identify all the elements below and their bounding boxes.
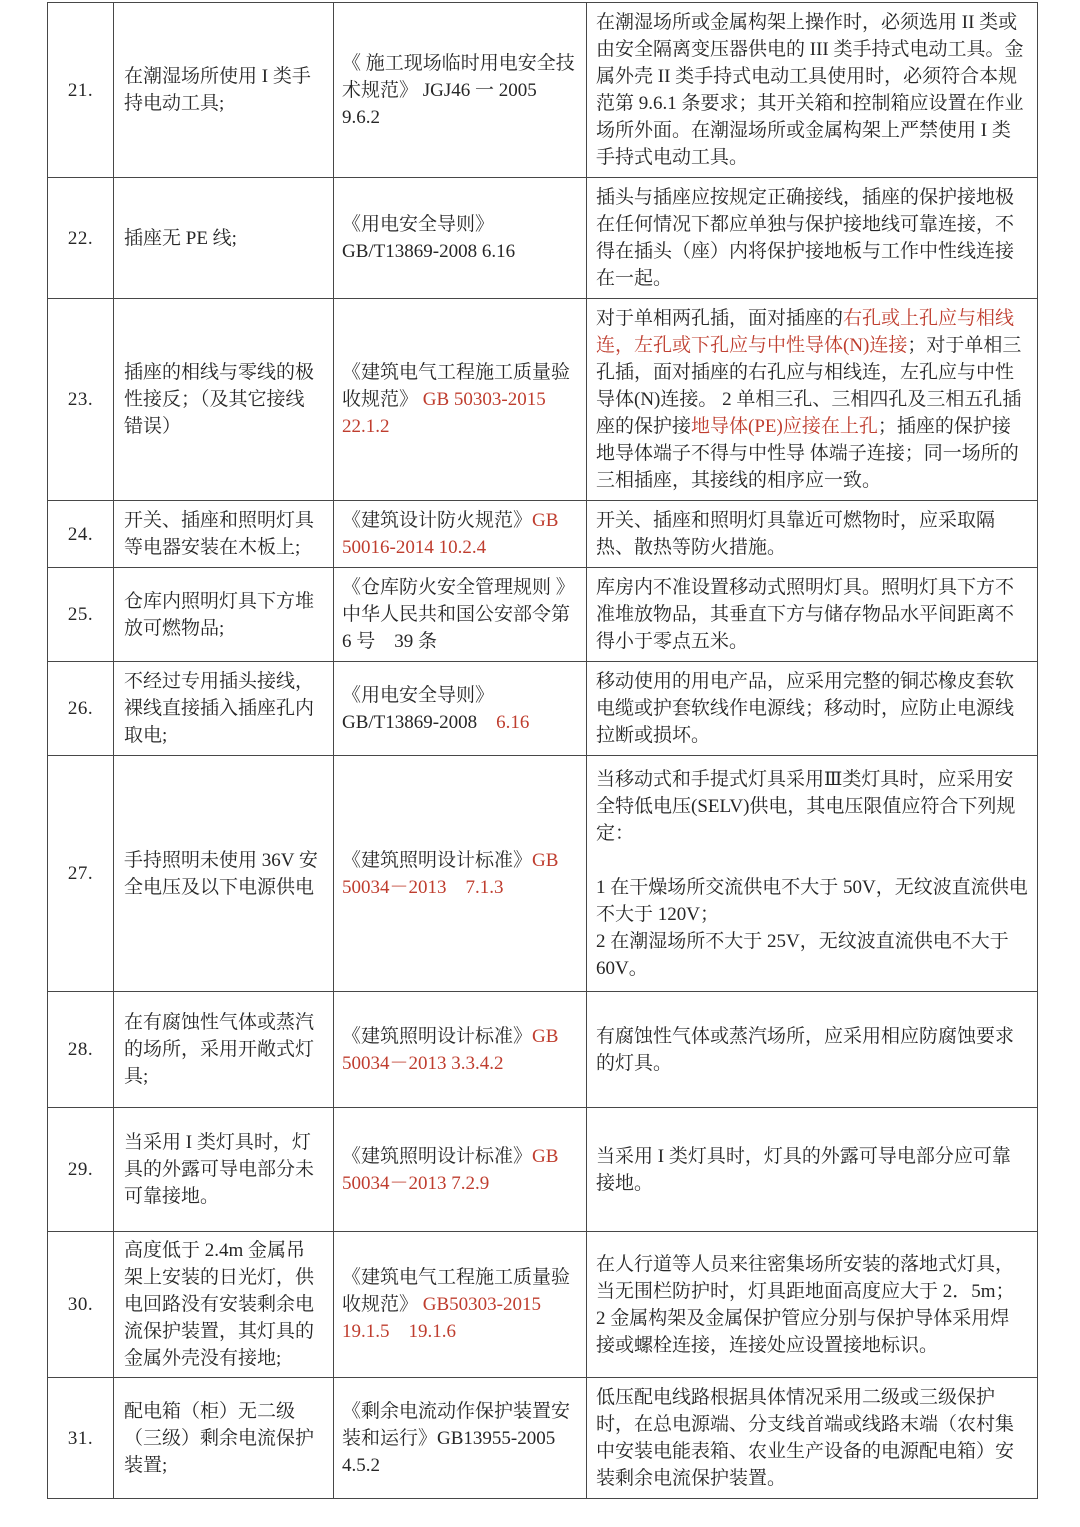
text-segment: 《 施工现场临时用电安全技术规范》 JGJ46 一 2005 9.6.2 (342, 52, 575, 128)
text-segment: 《用电安全导则》 GB/T13869-2008 (342, 684, 497, 733)
table-row (48, 501, 1038, 568)
text-segment: 不经过专用插头接线，裸线直接插入插座孔内取电; (124, 671, 315, 746)
text-segment: 《建筑照明设计标准》 (342, 1145, 533, 1167)
standard-reference-cell (334, 178, 587, 299)
standard-reference-cell (334, 992, 587, 1108)
explanation-paragraph (596, 668, 1028, 749)
text-segment: 配电箱（柜）无二级（三级）剩余电流保护装置; (124, 1400, 315, 1476)
text-segment: 当采用 I 类灯具时，灯具的外露可导电部分未可靠接地。 (124, 1132, 315, 1207)
table-row (48, 992, 1038, 1108)
standard-reference-text (342, 214, 515, 262)
standard-reference-cell (334, 1232, 587, 1378)
text-segment: 《用电安全导则》 GB/T13869-2008 6.16 (342, 214, 516, 262)
issue-text (124, 1240, 314, 1369)
text-segment: 2 在潮湿场所不大于 25V，无纹波直流供电不大于 60V。 (596, 930, 1009, 979)
text-segment: 当采用 I 类灯具时，灯具的外露可导电部分应可靠接地。 (596, 1145, 1011, 1194)
issue-text (124, 1401, 314, 1476)
highlighted-text: GB 50303-2015 22.1.2 (342, 389, 546, 437)
table-row (48, 1232, 1038, 1378)
table-row (48, 299, 1038, 501)
table-row (48, 568, 1038, 662)
highlighted-text: 右孔或上孔应与相线连，左孔或下孔应与中性导体(N)连接 (596, 308, 1015, 356)
text-segment: 对于单相两孔插，面对插座的 (596, 308, 844, 329)
table-row (48, 3, 1038, 178)
text-segment: 开关、插座和照明灯具靠近可燃物时，应采取隔热、散热等防火措施。 (596, 510, 996, 558)
standard-reference-text (342, 685, 529, 733)
row-number-cell (48, 568, 114, 662)
text-segment: 插座无 PE 线; (124, 227, 237, 249)
explanation-paragraph (596, 847, 1028, 874)
row-number: 22. (67, 227, 94, 249)
text-segment: 有腐蚀性气体或蒸汽场所，应采用相应防腐蚀要求的灯具。 (596, 1025, 1015, 1074)
row-number-cell (48, 1108, 114, 1232)
table-row (48, 1108, 1038, 1232)
text-segment: 在有腐蚀性气体或蒸汽的场所，采用开敞式灯具; (124, 1012, 315, 1087)
issue-cell (114, 992, 334, 1108)
highlighted-text: GB 50034－2013 3.3.4.2 (342, 1025, 559, 1074)
standard-reference-cell (334, 1108, 587, 1232)
issue-text (124, 510, 314, 558)
explanation-paragraph (596, 9, 1028, 171)
explanation-cell (587, 3, 1038, 178)
row-number: 30. (67, 1294, 94, 1315)
text-segment: 移动使用的用电产品，应采用完整的铜芯橡皮套软电缆或护套软线作电源线；移动时，应防止电源线拉断或损坏。 (596, 671, 1015, 746)
text-segment: 当移动式和手提式灯具采用Ⅲ类灯具时，应采用安全特低电压(SELV)供电，其电压限值应符合下列规定： (596, 768, 1016, 844)
row-number: 25. (67, 604, 94, 625)
explanation-paragraph (596, 1384, 1028, 1492)
standard-reference-cell (334, 299, 587, 501)
standard-reference-text (342, 510, 558, 558)
row-number-cell (48, 1232, 114, 1378)
issue-cell (114, 178, 334, 299)
explanation-cell (587, 1378, 1038, 1499)
standard-reference-cell (334, 568, 587, 662)
text-segment: 库房内不准设置移动式照明灯具。照明灯具下方不准堆放物品，其垂直下方与储存物品水平间距离不得小于零点五米。 (596, 577, 1015, 652)
explanation-cell (587, 178, 1038, 299)
highlighted-text: 地导体(PE)应接在上孔 (691, 416, 878, 437)
row-number: 26. (67, 698, 94, 719)
regulation-table (47, 2, 1038, 1499)
row-number: 23. (67, 389, 94, 410)
standard-reference-text (342, 577, 575, 652)
text-segment: 在潮湿场所或金属构架上操作时，必须选用 II 类或由安全隔离变压器供电的 III 类手持式电动工具。金属外壳 II 类手持式电动工具使用时，必须符合本规范第 9.6.1 条要求；其开关箱和控制箱应设置在作业场所外面。在潮湿场所或金属构架上严禁使用 I 类手持式电动工具。 (596, 12, 1024, 168)
explanation-paragraph (596, 766, 1028, 847)
text-segment: 插头与插座应按规定正确接线，插座的保护接地极在任何情况下都应单独与保护接地线可靠连接，不得在插头（座）内将保护接地板与工作中性线连接在一起。 (596, 187, 1015, 289)
issue-text (124, 228, 237, 249)
issue-cell (114, 756, 334, 992)
standard-reference-text (342, 1026, 558, 1074)
text-segment: 1 在干燥场所交流供电不大于 50V，无纹波直流供电不大于 120V； (596, 876, 1028, 925)
issue-cell (114, 1232, 334, 1378)
issue-text (124, 1132, 314, 1207)
text-segment: 插座的相线与零线的极性接反；（及其它接线错误） (124, 362, 315, 437)
explanation-cell (587, 501, 1038, 568)
text-segment: 《建筑照明设计标准》 (342, 1025, 533, 1047)
text-segment: ；插座的保护接地导体端子不得与中性导 体端子连接；同一场所的三相插座，其接线的相序应一致。 (596, 416, 1019, 491)
text-segment: 《建筑照明设计标准》 (342, 849, 533, 871)
issue-text (124, 1012, 314, 1087)
row-number-cell (48, 992, 114, 1108)
explanation-paragraph (596, 874, 1028, 928)
issue-text (124, 591, 314, 639)
standard-reference-text (342, 850, 558, 898)
row-number: 29. (67, 1159, 94, 1180)
explanation-cell (587, 992, 1038, 1108)
explanation-cell (587, 1232, 1038, 1378)
table-row (48, 1378, 1038, 1499)
issue-cell (114, 299, 334, 501)
issue-cell (114, 662, 334, 756)
row-number-cell (48, 1378, 114, 1499)
highlighted-text: 6.16 (496, 711, 530, 733)
standard-reference-text (342, 362, 570, 437)
table-row (48, 662, 1038, 756)
explanation-paragraph (596, 1023, 1028, 1077)
explanation-cell (587, 568, 1038, 662)
issue-cell (114, 3, 334, 178)
text-segment: 《建筑电气工程施工质量验收规范》 (342, 1267, 571, 1315)
explanation-cell (587, 662, 1038, 756)
row-number: 28. (67, 1039, 94, 1060)
standard-reference-cell (334, 3, 587, 178)
row-number: 21. (67, 79, 94, 101)
explanation-cell (587, 756, 1038, 992)
standard-reference-text (342, 53, 575, 128)
explanation-paragraph (596, 1143, 1028, 1197)
highlighted-text: GB 50034－2013 7.2.9 (342, 1145, 559, 1194)
table-row (48, 756, 1038, 992)
row-number: 24. (67, 523, 94, 545)
issue-text (124, 671, 314, 746)
text-segment: 低压配电线路根据具体情况采用二级或三级保护时，在总电源端、分支线首端或线路末端（农村集中安装电能表箱、农业生产设备的电源配电箱）安装剩余电流保护装置。 (596, 1387, 1015, 1489)
issue-cell (114, 501, 334, 568)
explanation-paragraph (596, 184, 1028, 292)
row-number-cell (48, 178, 114, 299)
text-segment: 《建筑设计防火规范》 (342, 510, 533, 531)
row-number-cell (48, 299, 114, 501)
row-number: 31. (67, 1427, 94, 1449)
issue-cell (114, 568, 334, 662)
explanation-paragraph (596, 574, 1028, 655)
table-row (48, 178, 1038, 299)
issue-text (124, 850, 318, 898)
text-segment: 高度低于 2.4m 金属吊架上安装的日光灯，供电回路没有安装剩余电流保护装置，其灯具的金属外壳没有接地; (124, 1240, 315, 1369)
explanation-paragraph (596, 1251, 1028, 1359)
text-segment: 《仓库防火安全管理规则 》中华人民共和国公安部令第 6 号 39 条 (342, 577, 575, 652)
row-number: 27. (67, 863, 94, 884)
explanation-cell (587, 299, 1038, 501)
standard-reference-text (342, 1267, 570, 1342)
highlighted-text: GB50303-2015 19.1.5 19.1.6 (342, 1294, 541, 1342)
explanation-cell (587, 1108, 1038, 1232)
issue-text (124, 66, 311, 114)
highlighted-text: GB 50034－2013 7.1.3 (342, 849, 559, 898)
text-segment: 《建筑电气工程施工质量验收规范》 (342, 362, 571, 410)
text-segment: 《剩余电流动作保护装置安装和运行》GB13955-2005 4.5.2 (342, 1400, 571, 1476)
standard-reference-text (342, 1401, 570, 1476)
standard-reference-cell (334, 662, 587, 756)
text-segment: ；对于单相三孔插，面对插座的右孔应与相线连，左孔应与中性导体(N)连接。 2 单相三孔、三相四孔及三相五孔插座的保护接 (596, 335, 1022, 437)
explanation-paragraph (596, 928, 1028, 982)
regulation-table-body (48, 3, 1038, 1499)
text-segment: 在潮湿场所使用 I 类手持电动工具; (124, 66, 311, 114)
text-segment: 仓库内照明灯具下方堆放可燃物品; (124, 590, 315, 639)
row-number-cell (48, 662, 114, 756)
highlighted-text: GB 50016-2014 10.2.4 (342, 510, 559, 558)
row-number-cell (48, 3, 114, 178)
standard-reference-cell (334, 756, 587, 992)
text-segment: 手持照明未使用 36V 安全电压及以下电源供电 (124, 849, 318, 898)
issue-cell (114, 1108, 334, 1232)
explanation-paragraph (596, 305, 1028, 494)
standard-reference-cell (334, 501, 587, 568)
issue-cell (114, 1378, 334, 1499)
issue-text (124, 362, 314, 437)
row-number-cell (48, 501, 114, 568)
row-number-cell (48, 756, 114, 992)
explanation-paragraph (596, 507, 1028, 561)
text-segment: 在人行道等人员来往密集场所安装的落地式灯具，当无围栏防护时，灯具距地面高度应大于 2．5m； 2 金属构架及金属保护管应分别与保护导体采用焊接或螺栓连接，连接处应设置接地标识。 (596, 1253, 1015, 1356)
text-segment: 开关、插座和照明灯具等电器安装在木板上; (124, 510, 315, 558)
standard-reference-cell (334, 1378, 587, 1499)
standard-reference-text (342, 1146, 558, 1194)
